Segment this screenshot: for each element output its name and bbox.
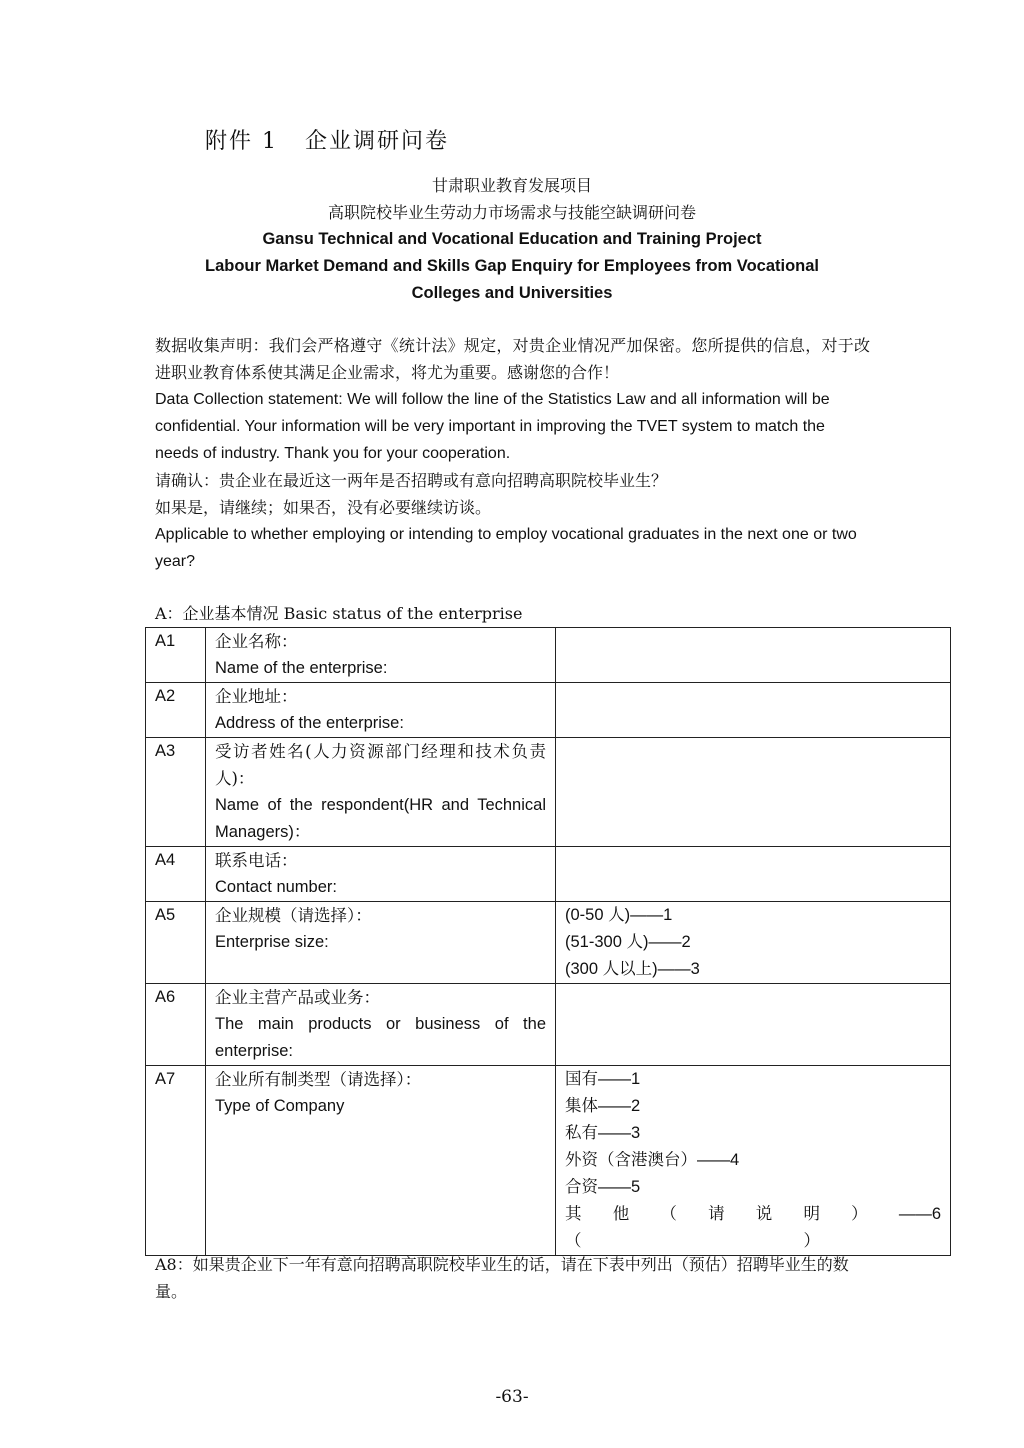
row-label — [206, 902, 556, 984]
page-number: -63- — [495, 1387, 529, 1407]
option-type-5[interactable]: 合资——5 — [565, 1178, 641, 1196]
option-type-2[interactable]: 集体——2 — [565, 1097, 641, 1115]
label-en: Name of the enterprise: — [215, 659, 388, 677]
confirm-question: 请确认：贵企业在最近这一两年是否招聘或有意向招聘高职院校毕业生？ — [155, 471, 668, 490]
a8-instruction: A8：如果贵企业下一年有意向招聘高职院校毕业生的话，请在下表中列出（预估）招聘毕业生的数量。 — [155, 1255, 849, 1301]
answer-cell-contact-number[interactable] — [556, 847, 951, 902]
other-char: 其 — [565, 1205, 582, 1223]
table-row — [146, 628, 951, 683]
table-row — [146, 683, 951, 738]
table-row — [146, 738, 951, 847]
option-size-1[interactable]: (0-50 人)——1 — [565, 906, 673, 924]
other-char: 请 — [708, 1205, 725, 1223]
statement-en: Data Collection statement: We will follow the line of the Statistics Law and all information will be confidential. Your information will be very important in improving the TVET system to match the needs of industry. Thank you for your cooperation. — [155, 391, 830, 462]
answer-cell-main-products[interactable] — [556, 984, 951, 1066]
answer-cell-respondent-name[interactable] — [556, 738, 951, 847]
table-row — [146, 1066, 951, 1256]
row-code: A3 — [146, 738, 206, 847]
label-cn: 企业名称： — [215, 632, 298, 651]
option-size-3[interactable]: (300 人以上)——3 — [565, 960, 700, 978]
row-label — [206, 628, 556, 683]
enterprise-size-options — [556, 902, 951, 984]
label-en: Name of the respondent(HR and Technical Managers)： — [215, 796, 546, 841]
other-char: 他 — [612, 1205, 630, 1223]
answer-cell-enterprise-address[interactable] — [556, 683, 951, 738]
label-en: Contact number: — [215, 878, 337, 896]
row-code: A4 — [146, 847, 206, 902]
heading-en-survey-cont: Colleges and Universities — [411, 284, 613, 302]
other-open-paren: （ — [565, 1232, 582, 1250]
other-char: 说 — [755, 1205, 773, 1223]
row-code: A7 — [146, 1066, 206, 1256]
label-en: Enterprise size: — [215, 933, 329, 951]
option-type-4[interactable]: 外资（含港澳台）——4 — [565, 1151, 740, 1169]
row-code: A6 — [146, 984, 206, 1066]
row-code: A5 — [146, 902, 206, 984]
other-char: 明 — [803, 1205, 820, 1223]
heading-cn-survey: 高职院校毕业生劳动力市场需求与技能空缺调研问卷 — [327, 203, 696, 222]
row-label — [206, 738, 556, 847]
company-type-options — [556, 1066, 951, 1256]
row-label — [206, 683, 556, 738]
row-label — [206, 984, 556, 1066]
other-char: （ — [660, 1205, 677, 1223]
continue-note: 如果是，请继续；如果否，没有必要继续访谈。 — [155, 498, 492, 517]
appendix-title: 附件 1 企业调研问卷 — [205, 129, 449, 154]
label-en: The main products or business of the enterprise: — [215, 1015, 546, 1060]
section-a-title: A：企业基本情况 Basic status of the enterprise — [155, 604, 523, 623]
label-cn: 企业所有制类型（请选择）： — [215, 1070, 422, 1089]
label-cn: 企业主营产品或业务： — [215, 988, 380, 1007]
heading-cn-project: 甘肃职业教育发展项目 — [431, 176, 592, 195]
other-code: ——6 — [898, 1205, 941, 1223]
option-type-6[interactable] — [565, 1201, 941, 1228]
label-cn: 联系电话： — [215, 851, 298, 870]
option-size-2[interactable]: (51-300 人)——2 — [565, 933, 691, 951]
basic-status-table — [145, 627, 951, 1256]
option-type-3[interactable]: 私有——3 — [565, 1124, 641, 1142]
heading-en-project: Gansu Technical and Vocational Education and Training Project — [262, 230, 762, 248]
row-label — [206, 1066, 556, 1256]
answer-cell-enterprise-name[interactable] — [556, 628, 951, 683]
label-cn: 受访者姓名(人力资源部门经理和技术负责人)： — [215, 742, 546, 788]
heading-en-survey: Labour Market Demand and Skills Gap Enquiry for Employees from Vocational — [205, 257, 819, 275]
applicable-note: Applicable to whether employing or intending to employ vocational graduates in the next one or two year? — [155, 526, 857, 570]
other-close-paren: ） — [803, 1232, 820, 1250]
label-cn: 企业地址： — [215, 687, 298, 706]
option-type-1[interactable]: 国有——1 — [565, 1070, 641, 1088]
statement-cn: 数据收集声明：我们会严格遵守《统计法》规定，对贵企业情况严加保密。您所提供的信息，对于改进职业教育体系使其满足企业需求，将尤为重要。感谢您的合作！ — [155, 336, 870, 382]
table-row — [146, 902, 951, 984]
row-code: A2 — [146, 683, 206, 738]
table-row — [146, 984, 951, 1066]
label-en: Address of the enterprise: — [215, 714, 404, 732]
label-en: Type of Company — [215, 1097, 345, 1115]
label-cn: 企业规模（请选择）： — [215, 906, 372, 925]
row-code: A1 — [146, 628, 206, 683]
row-label — [206, 847, 556, 902]
table-row — [146, 847, 951, 902]
other-char: ） — [851, 1205, 868, 1223]
